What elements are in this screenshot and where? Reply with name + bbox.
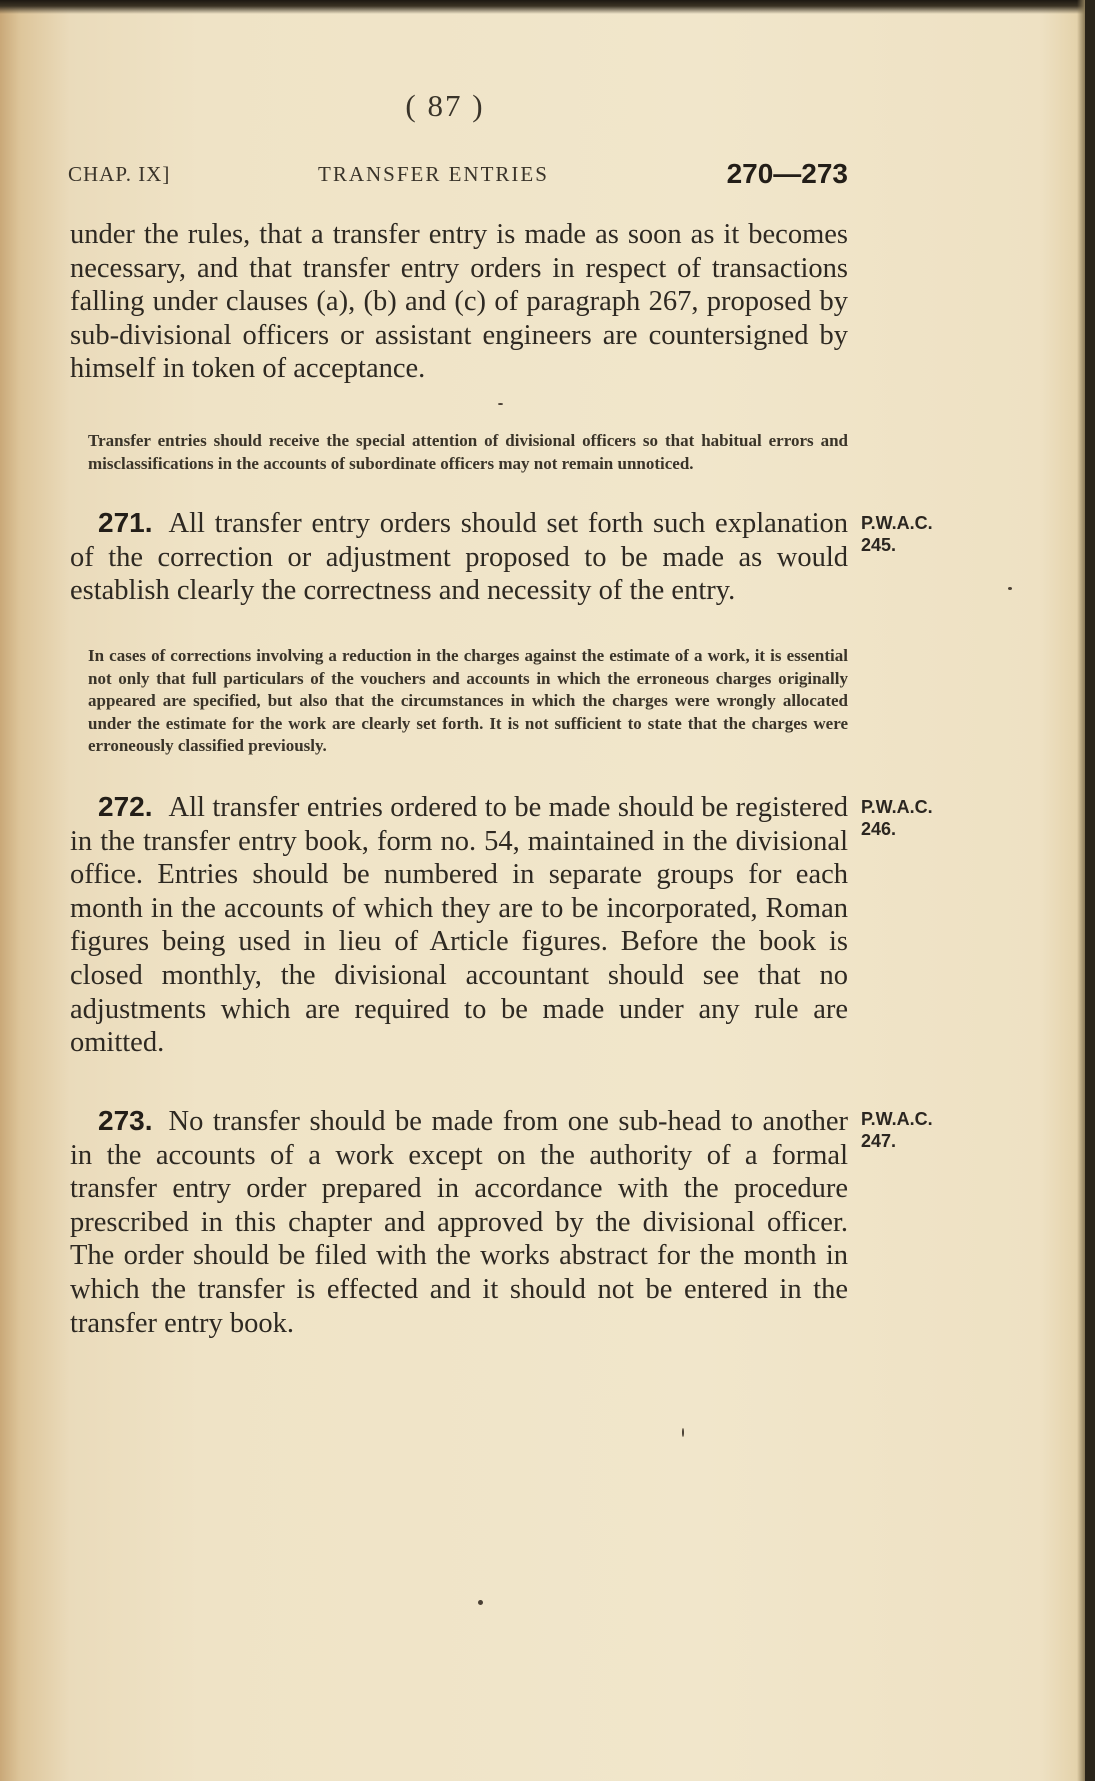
paper-speck [682,1428,684,1437]
paragraph-273 [70,1104,848,1340]
note-corrections: In cases of corrections involving a reduction in the charges against the estimate of a work, it is essential not only that full particulars of the vouchers and accounts in which the erroneous charges originally appeared are specified, but also that the circumstances in which the charges were wrongly allocated under the estimate for the work are clearly set forth. It is not sufficient to state that the charges were erroneously classified previously. [88,646,848,755]
page-number: ( 87 ) [405,88,485,123]
marginal-num: 245. [861,535,897,555]
marginal-ref: P.W.A.C. [861,513,933,533]
marginal-ref: P.W.A.C. [861,797,933,817]
paragraph-range: 270—273 [726,158,848,189]
paragraph-text: All transfer entries ordered to be made should be registered in the transfer entry book, form no. 54, maintained in the divisional office. Entries should be numbered in separate groups for each month in the accounts of which they are to be incorporated, Roman figures being used in lieu of Article figures. Before the book is closed monthly, the divisional accountant should see that no adjustments which are required to be made under any rule are omitted. [70,792,848,1059]
marginal-reference-271 [861,512,933,556]
chapter-label: CHAP. IX] [68,162,171,186]
marginal-reference-272 [861,796,933,840]
paragraph-number: 273. [98,1105,153,1136]
running-title: TRANSFER ENTRIES [318,162,549,186]
marginal-num: 247. [861,1131,897,1151]
paragraph-number: 271. [98,507,153,538]
paper-speck [478,1600,483,1605]
marginal-ref: P.W.A.C. [861,1109,933,1129]
marginal-reference-273 [861,1108,933,1152]
paragraph-text: No transfer should be made from one sub-head to another in the accounts of a work except on the authority of a formal transfer entry order prepared in accordance with the procedure prescribed in this chapter and approved by the divisional officer. The order should be filed with the works abstract for the month in which the transfer is effected and it should not be entered in the transfer entry book. [70,1106,848,1339]
page-edge-shadow [1077,0,1085,1781]
paper-speck [498,403,503,405]
paragraph-number: 272. [98,791,153,822]
continuation-paragraph: under the rules, that a transfer entry is made as soon as it becomes necessary, and that transfer entry orders in respect of transactions falling under clauses (a), (b) and (c) of paragraph 267, proposed by sub-divisional officers or assistant engineers are countersigned by himself in token of acceptance. [70,219,848,385]
note-transfer-entries: Transfer entries should receive the special attention of divisional officers so that habitual errors and misclassifications in the accounts of subordinate officers may not remain unnoticed. [88,431,848,473]
paragraph-272 [70,790,848,1060]
paragraph-text: All transfer entry orders should set forth such explanation of the correction or adjustment proposed to be made as would establish clearly the correctness and necessity of the entry. [70,508,848,607]
paper-speck [1008,587,1012,590]
running-head [68,158,848,194]
paragraph-271 [70,506,848,608]
marginal-num: 246. [861,819,897,839]
